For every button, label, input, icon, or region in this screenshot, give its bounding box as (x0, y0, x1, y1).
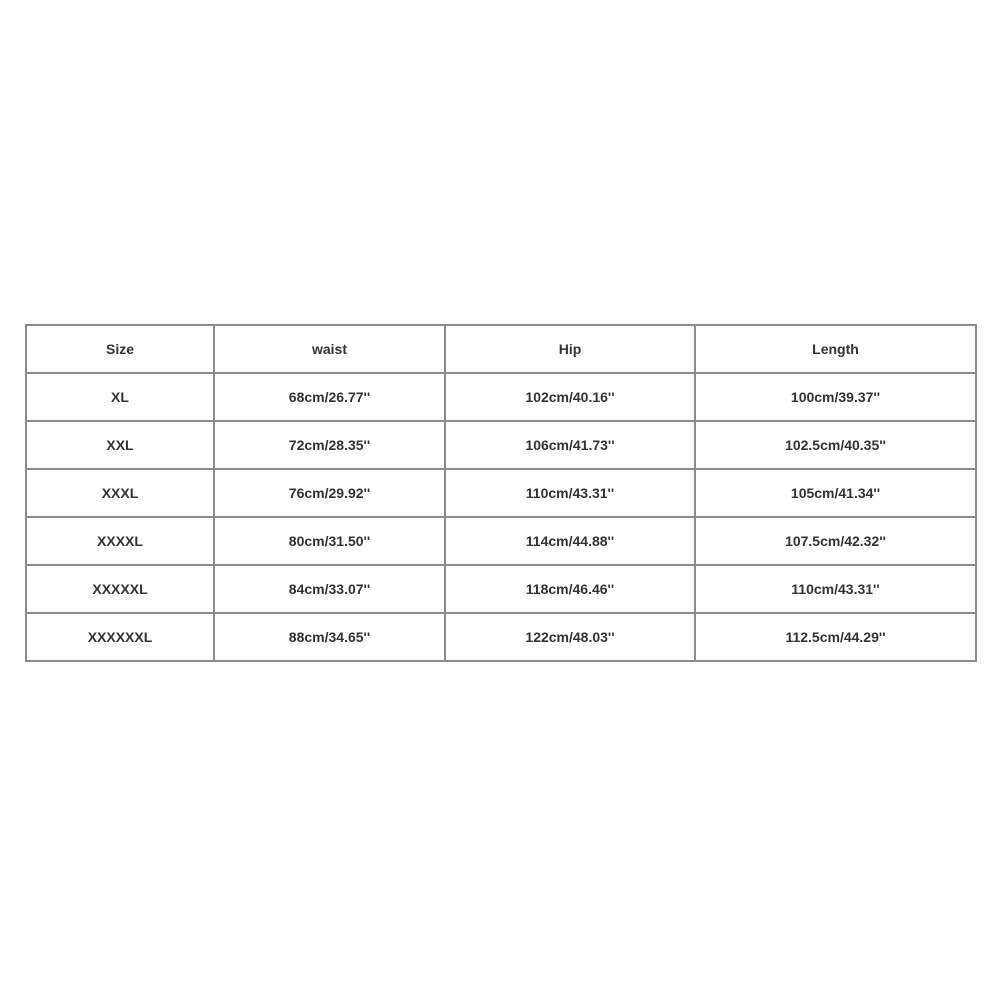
cell-hip: 110cm/43.31'' (445, 469, 695, 517)
header-length: Length (695, 325, 976, 373)
cell-waist: 76cm/29.92'' (214, 469, 445, 517)
table-row (26, 421, 976, 469)
cell-hip: 102cm/40.16'' (445, 373, 695, 421)
header-size: Size (26, 325, 214, 373)
header-waist: waist (214, 325, 445, 373)
table-row (26, 517, 976, 565)
cell-size: XXXXXL (26, 565, 214, 613)
cell-waist: 72cm/28.35'' (214, 421, 445, 469)
table-row (26, 565, 976, 613)
cell-size: XXXL (26, 469, 214, 517)
cell-waist: 80cm/31.50'' (214, 517, 445, 565)
cell-hip: 122cm/48.03'' (445, 613, 695, 661)
cell-length: 107.5cm/42.32'' (695, 517, 976, 565)
cell-waist: 88cm/34.65'' (214, 613, 445, 661)
cell-waist: 84cm/33.07'' (214, 565, 445, 613)
cell-size: XL (26, 373, 214, 421)
table-header-row (26, 325, 976, 373)
cell-size: XXXXL (26, 517, 214, 565)
cell-length: 110cm/43.31'' (695, 565, 976, 613)
header-hip: Hip (445, 325, 695, 373)
table-row (26, 613, 976, 661)
cell-waist: 68cm/26.77'' (214, 373, 445, 421)
table-row (26, 469, 976, 517)
cell-hip: 106cm/41.73'' (445, 421, 695, 469)
cell-length: 102.5cm/40.35'' (695, 421, 976, 469)
cell-size: XXXXXXL (26, 613, 214, 661)
cell-length: 112.5cm/44.29'' (695, 613, 976, 661)
cell-size: XXL (26, 421, 214, 469)
cell-length: 100cm/39.37'' (695, 373, 976, 421)
cell-hip: 118cm/46.46'' (445, 565, 695, 613)
size-chart-table (25, 324, 977, 662)
table-row (26, 373, 976, 421)
cell-length: 105cm/41.34'' (695, 469, 976, 517)
cell-hip: 114cm/44.88'' (445, 517, 695, 565)
